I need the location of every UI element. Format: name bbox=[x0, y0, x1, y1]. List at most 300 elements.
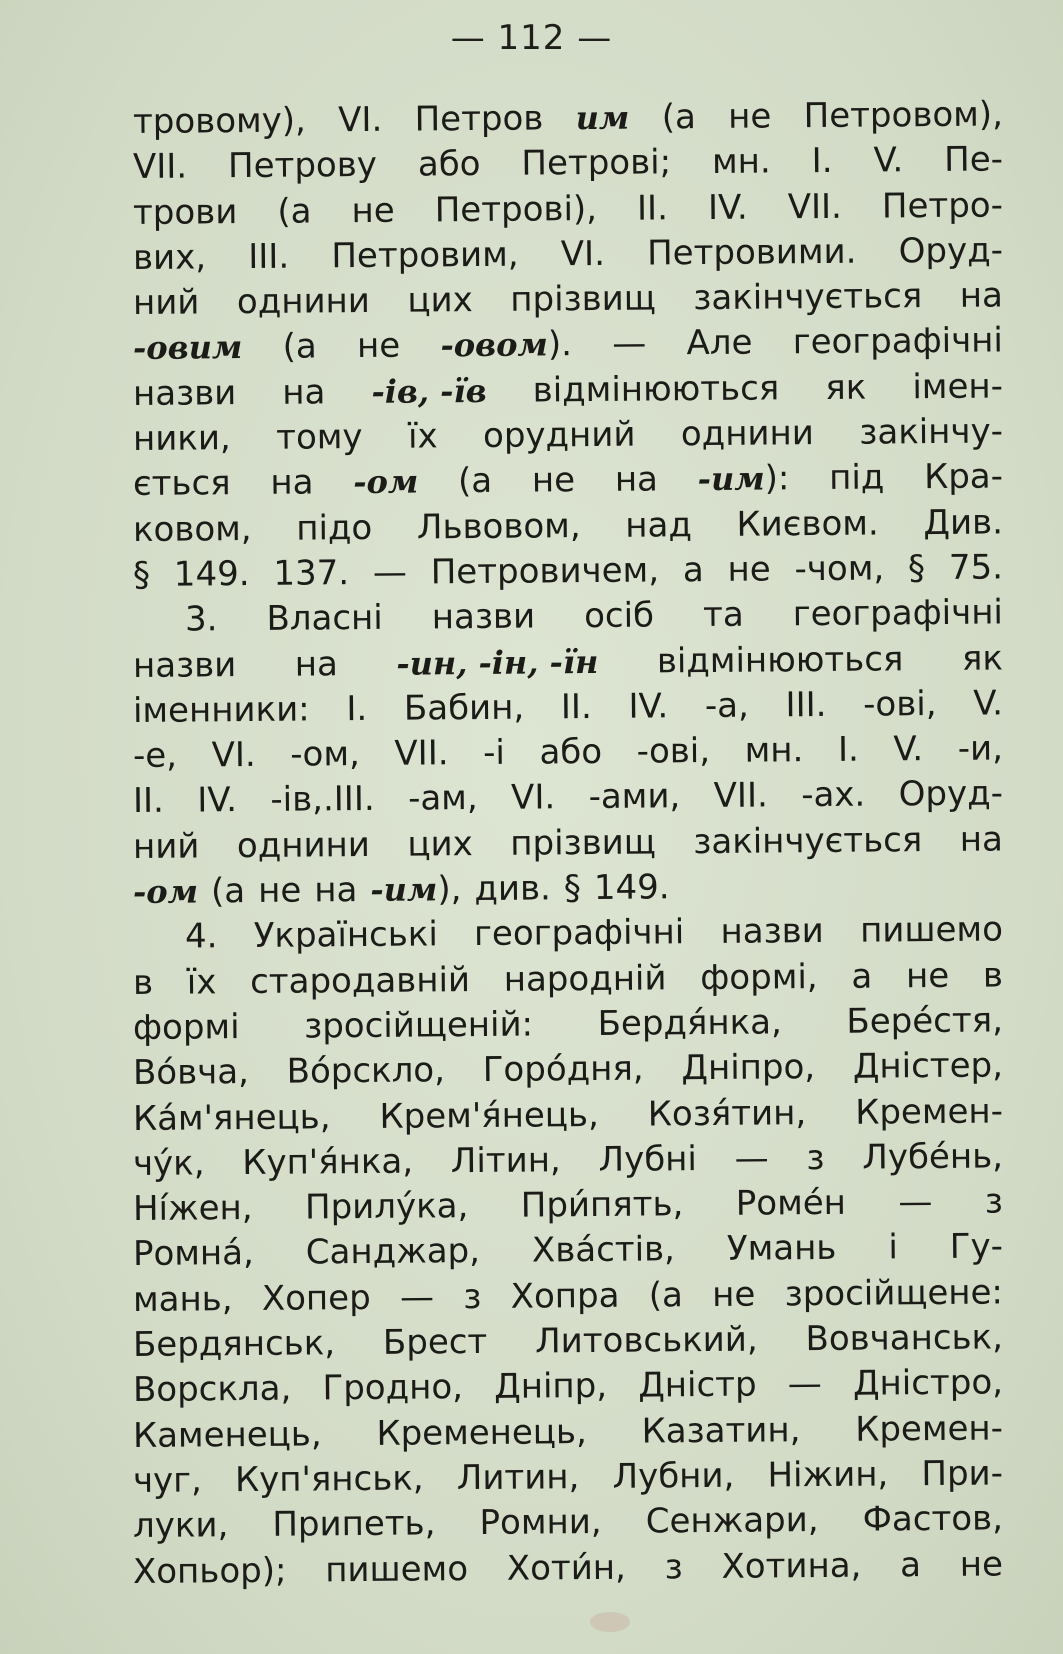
word bbox=[133, 462, 231, 508]
word-text: та bbox=[702, 594, 744, 636]
word-text: Петровим, bbox=[331, 234, 519, 277]
word bbox=[174, 552, 250, 598]
word-text: IV. bbox=[707, 187, 748, 228]
page-text-body bbox=[132, 94, 1004, 1595]
italic-ending: -овим bbox=[132, 328, 243, 368]
word-text: Хопер bbox=[261, 1277, 371, 1319]
word-text: II. bbox=[132, 781, 165, 822]
word bbox=[532, 1228, 675, 1275]
word-text: Див. bbox=[923, 502, 1004, 543]
word-text: мн. bbox=[744, 730, 804, 771]
word bbox=[898, 228, 1003, 274]
word bbox=[612, 322, 646, 368]
word-text: 4. bbox=[184, 916, 218, 957]
word bbox=[282, 325, 317, 371]
page-stain bbox=[590, 1612, 630, 1632]
text-line bbox=[133, 409, 1003, 462]
word bbox=[564, 866, 581, 911]
text-line bbox=[133, 1315, 1003, 1368]
word bbox=[404, 685, 525, 731]
word-text: Лубни, bbox=[612, 1455, 735, 1497]
word bbox=[906, 954, 950, 1000]
word bbox=[295, 642, 338, 688]
text-line bbox=[133, 228, 1003, 281]
word-text: -ам, bbox=[407, 778, 478, 820]
word-text: цих bbox=[407, 823, 473, 865]
word bbox=[681, 1045, 815, 1091]
word-text: однини bbox=[236, 824, 371, 866]
word-text: закінчується bbox=[693, 276, 923, 319]
word-text: Пе- bbox=[943, 139, 1004, 181]
word bbox=[133, 1095, 331, 1142]
word bbox=[371, 369, 487, 415]
word bbox=[641, 1408, 800, 1455]
word bbox=[862, 1497, 1003, 1544]
word-text: Козя́тин, bbox=[647, 1092, 807, 1135]
text-line bbox=[133, 138, 1003, 191]
word-text: -ові, bbox=[863, 683, 937, 725]
word bbox=[133, 1141, 205, 1187]
word bbox=[859, 409, 1003, 456]
word-text: I. bbox=[811, 141, 833, 182]
word bbox=[846, 998, 1003, 1045]
text-line bbox=[133, 953, 1003, 1006]
word bbox=[286, 1049, 445, 1096]
word-text: V. bbox=[973, 683, 1004, 724]
text-line bbox=[133, 1225, 1003, 1278]
word bbox=[451, 1138, 561, 1184]
word bbox=[825, 365, 866, 411]
word-text: Сенжари, bbox=[645, 1500, 819, 1542]
word bbox=[727, 547, 771, 593]
word bbox=[900, 1543, 921, 1588]
word bbox=[637, 186, 668, 232]
word bbox=[474, 866, 551, 912]
word-text: -ах. bbox=[801, 775, 866, 816]
word bbox=[794, 546, 884, 592]
word-text: відмінюються bbox=[532, 368, 780, 411]
word bbox=[898, 1180, 932, 1226]
word-text: Крем'я́нець, bbox=[379, 1094, 599, 1137]
word-text: (а bbox=[210, 871, 246, 912]
word-text: Вовчанськ, bbox=[805, 1317, 1004, 1360]
word bbox=[133, 371, 237, 417]
word-text: Петро- bbox=[881, 185, 1004, 227]
word-text: народній bbox=[503, 957, 667, 1000]
word-text: формі, bbox=[700, 956, 818, 998]
word-text: — bbox=[612, 324, 647, 365]
word bbox=[314, 868, 357, 914]
word-text: -ові, bbox=[636, 731, 711, 772]
word-text: закінчується bbox=[693, 819, 923, 862]
word-text: формі bbox=[132, 1007, 240, 1048]
word-text: Кремен- bbox=[855, 1408, 1004, 1450]
word-text: Куп'я́нка, bbox=[242, 1141, 414, 1183]
word bbox=[353, 460, 418, 506]
word bbox=[612, 1454, 734, 1500]
text-line bbox=[133, 908, 1003, 961]
word-text: не bbox=[531, 460, 576, 501]
word bbox=[370, 867, 461, 913]
word bbox=[306, 1229, 481, 1276]
word bbox=[418, 142, 481, 188]
word bbox=[703, 593, 744, 639]
word bbox=[873, 139, 903, 185]
text-line bbox=[133, 455, 1003, 508]
word-text: Умань bbox=[726, 1228, 837, 1270]
word bbox=[133, 326, 243, 372]
word bbox=[646, 1498, 819, 1545]
word bbox=[394, 731, 449, 777]
word bbox=[597, 1000, 782, 1047]
word-text: зросійщене: bbox=[784, 1272, 1004, 1315]
word bbox=[211, 733, 255, 779]
word bbox=[950, 1225, 1004, 1271]
word bbox=[277, 189, 312, 235]
word bbox=[588, 775, 680, 821]
word-text: Бердя́нка, bbox=[597, 1002, 783, 1044]
word bbox=[664, 1545, 682, 1590]
word-text: — bbox=[399, 1277, 435, 1318]
word-text: Брест bbox=[382, 1321, 488, 1363]
word-text: III. bbox=[785, 684, 827, 726]
word bbox=[133, 1412, 322, 1459]
word-text: з bbox=[806, 1137, 825, 1178]
word-text: закінчу- bbox=[859, 411, 1004, 453]
word-text: Ніжин, bbox=[767, 1454, 889, 1496]
word bbox=[853, 1361, 1003, 1408]
word-text: ється bbox=[132, 463, 231, 505]
word bbox=[133, 1231, 254, 1277]
text-line bbox=[133, 1089, 1003, 1142]
word bbox=[338, 98, 382, 144]
word-text: Хоти́н, bbox=[506, 1547, 627, 1589]
word bbox=[248, 235, 289, 281]
word bbox=[304, 1002, 533, 1049]
word bbox=[533, 366, 780, 413]
word bbox=[396, 640, 598, 687]
word bbox=[133, 1186, 253, 1232]
word bbox=[483, 731, 505, 776]
word bbox=[923, 500, 1003, 546]
word bbox=[296, 506, 372, 552]
word bbox=[133, 553, 150, 598]
word-text: VII. bbox=[787, 186, 843, 227]
word-text: Гродно, bbox=[322, 1367, 464, 1409]
word bbox=[598, 1137, 697, 1183]
word-text: Ворскла, bbox=[132, 1368, 292, 1411]
word bbox=[899, 772, 1004, 818]
word-text: § bbox=[132, 554, 151, 595]
word bbox=[962, 636, 1003, 682]
word bbox=[649, 1273, 684, 1319]
text-line bbox=[133, 591, 1003, 644]
word bbox=[479, 1500, 601, 1546]
word-text: -ами, bbox=[588, 776, 681, 818]
word bbox=[435, 187, 598, 234]
word-text: не bbox=[257, 870, 302, 911]
text-line bbox=[133, 1542, 1003, 1595]
word bbox=[510, 820, 656, 867]
word-text: під bbox=[828, 457, 885, 499]
word-text: ): bbox=[764, 458, 790, 499]
word bbox=[960, 1542, 1004, 1588]
word-text: Ромна́, bbox=[132, 1233, 254, 1275]
word-text: 3. bbox=[184, 599, 218, 640]
word bbox=[712, 140, 771, 186]
word bbox=[133, 1367, 292, 1414]
word-text: Лубні bbox=[598, 1138, 698, 1180]
word-text: і bbox=[888, 1227, 898, 1268]
word-text: -чом, bbox=[794, 548, 885, 590]
word bbox=[133, 1458, 202, 1504]
word bbox=[185, 598, 218, 644]
word bbox=[431, 548, 660, 595]
word bbox=[262, 1276, 371, 1322]
word bbox=[407, 278, 473, 324]
word bbox=[133, 416, 231, 462]
word-text: Петровими. bbox=[646, 231, 857, 274]
word bbox=[228, 143, 377, 190]
word-text: або bbox=[417, 144, 481, 185]
word bbox=[829, 456, 885, 502]
word bbox=[457, 1455, 580, 1501]
word-text: (а bbox=[661, 97, 697, 138]
word-text: -и, bbox=[957, 728, 1004, 769]
word-text: ний bbox=[132, 282, 200, 324]
word-text: не bbox=[351, 190, 395, 231]
word-text: При́пять, bbox=[520, 1184, 684, 1226]
word-text: Хва́стів, bbox=[531, 1229, 676, 1271]
word-text: Але bbox=[686, 323, 753, 364]
word bbox=[276, 415, 363, 461]
word-text: див. bbox=[474, 868, 552, 910]
word-text: Власні bbox=[266, 598, 383, 640]
text-line bbox=[133, 772, 1003, 825]
word-text: їх bbox=[407, 416, 438, 457]
word bbox=[958, 727, 1004, 773]
word-text: — bbox=[372, 552, 408, 593]
word bbox=[693, 818, 922, 865]
word-text: Петров bbox=[414, 98, 544, 140]
word bbox=[417, 504, 581, 551]
word-text: тому bbox=[276, 417, 363, 458]
word-text: (а bbox=[648, 1274, 684, 1316]
word-text: I. bbox=[346, 688, 368, 729]
word-text: Львовом, bbox=[416, 505, 581, 548]
word bbox=[736, 1181, 847, 1227]
italic-ending: -ин, -ін, -їн bbox=[396, 642, 599, 683]
word-text: III. bbox=[248, 236, 290, 277]
italic-ending: -им bbox=[697, 459, 765, 499]
word bbox=[133, 235, 206, 281]
word bbox=[305, 1184, 469, 1231]
word bbox=[713, 774, 768, 820]
word bbox=[351, 188, 395, 234]
word bbox=[346, 687, 367, 732]
word bbox=[708, 185, 748, 231]
word bbox=[133, 824, 200, 870]
word-text: географічні bbox=[792, 592, 1004, 635]
word bbox=[949, 545, 1003, 591]
word-text: VI. bbox=[211, 735, 256, 776]
word-text: з bbox=[463, 1276, 482, 1317]
italic-ending: -ів, -їв bbox=[371, 371, 487, 411]
word-text: відмінюються bbox=[656, 638, 904, 681]
word bbox=[133, 643, 237, 689]
word-text: не bbox=[959, 1543, 1004, 1585]
word bbox=[400, 1275, 434, 1321]
word-text: ники, bbox=[132, 418, 231, 460]
word-text: -а, bbox=[704, 685, 750, 726]
word-text: над bbox=[625, 504, 693, 546]
word-text: -е, bbox=[132, 735, 178, 777]
word-text: не bbox=[728, 96, 772, 137]
text-line bbox=[133, 1134, 1003, 1187]
word bbox=[133, 779, 164, 825]
word bbox=[697, 457, 789, 503]
word bbox=[322, 1365, 463, 1412]
word-text: не bbox=[712, 1274, 756, 1315]
word bbox=[211, 869, 246, 915]
word bbox=[805, 1315, 1003, 1362]
word-text: їх bbox=[186, 961, 217, 1003]
word-text: луки, bbox=[132, 1505, 229, 1547]
text-line bbox=[133, 817, 1003, 870]
word bbox=[331, 233, 519, 280]
page-number: — 112 — bbox=[450, 18, 613, 58]
word-text: Петрові), bbox=[434, 188, 598, 230]
word-text: прізвищ bbox=[510, 278, 656, 320]
word bbox=[133, 1321, 335, 1368]
word-text: Припеть, bbox=[272, 1503, 436, 1545]
text-line bbox=[133, 1406, 1003, 1459]
word bbox=[133, 734, 177, 780]
word-text: вих, bbox=[132, 237, 207, 278]
word bbox=[483, 413, 636, 460]
word bbox=[133, 190, 238, 236]
word-text: Дніпро, bbox=[681, 1047, 816, 1089]
word-text: Кременець, bbox=[376, 1411, 587, 1454]
word bbox=[440, 323, 572, 369]
word bbox=[373, 551, 407, 597]
word-text: в bbox=[982, 955, 1004, 996]
word bbox=[376, 1410, 587, 1457]
word bbox=[812, 139, 833, 184]
word-text: іменники: bbox=[132, 689, 310, 731]
word bbox=[924, 455, 1003, 501]
word bbox=[270, 777, 375, 823]
word-text: § bbox=[563, 868, 582, 909]
word-text: 149. bbox=[593, 867, 670, 909]
word-text: не bbox=[905, 955, 950, 996]
italic-ending: им bbox=[575, 98, 630, 138]
word bbox=[282, 370, 325, 416]
text-line bbox=[133, 183, 1003, 236]
word bbox=[532, 459, 576, 505]
word bbox=[736, 501, 879, 548]
word bbox=[414, 96, 543, 142]
word-text: Ромни, bbox=[479, 1502, 602, 1544]
word-text: Хопьор); bbox=[132, 1550, 287, 1592]
word bbox=[185, 915, 218, 961]
word bbox=[357, 324, 401, 370]
word-text: а bbox=[851, 956, 873, 997]
word bbox=[273, 551, 349, 597]
word-text: При- bbox=[921, 1453, 1004, 1495]
word bbox=[561, 232, 605, 278]
word bbox=[133, 507, 252, 553]
word-text: з bbox=[984, 1181, 1004, 1222]
word bbox=[463, 1275, 481, 1320]
word bbox=[985, 1180, 1003, 1225]
word bbox=[432, 595, 536, 641]
word-text: § bbox=[907, 548, 926, 589]
word-text: географічні bbox=[473, 912, 685, 955]
word bbox=[860, 908, 1003, 955]
text-line bbox=[133, 545, 1003, 598]
italic-ending: -ом bbox=[132, 872, 199, 912]
word bbox=[483, 1047, 644, 1094]
word bbox=[187, 960, 217, 1006]
word bbox=[133, 281, 200, 327]
word-text: на bbox=[614, 459, 659, 501]
word-text: Бердянськ, bbox=[132, 1323, 336, 1366]
word-text: на bbox=[959, 275, 1004, 316]
word bbox=[407, 822, 473, 868]
word bbox=[133, 960, 153, 1005]
word bbox=[693, 274, 922, 321]
word-text: Гу- bbox=[949, 1226, 1004, 1268]
word-text: 137. bbox=[273, 553, 350, 594]
word-text: ). bbox=[547, 324, 573, 365]
word-text: VII. bbox=[713, 775, 768, 817]
word-text: Бабин, bbox=[403, 687, 525, 729]
word-text: Дністер, bbox=[852, 1045, 1004, 1087]
word-text: (а bbox=[457, 461, 493, 502]
word bbox=[921, 1451, 1003, 1497]
word bbox=[133, 687, 310, 734]
word bbox=[250, 958, 470, 1005]
word-text: на bbox=[270, 462, 314, 504]
word-text: Кра- bbox=[923, 456, 1004, 498]
word bbox=[266, 596, 383, 642]
word bbox=[882, 183, 1003, 229]
word-text: Казатин, bbox=[641, 1409, 801, 1452]
word bbox=[712, 1272, 756, 1318]
word-text: VI. bbox=[510, 777, 556, 819]
word bbox=[657, 637, 904, 684]
word bbox=[855, 1089, 1003, 1136]
word-text: 75. bbox=[948, 547, 1004, 588]
word bbox=[521, 141, 671, 188]
word bbox=[908, 546, 925, 591]
word-text: Хопра bbox=[510, 1275, 620, 1317]
word-text: 149. bbox=[173, 553, 250, 595]
word bbox=[638, 1363, 757, 1409]
word bbox=[379, 1092, 599, 1139]
word bbox=[803, 92, 1003, 139]
word-text: Куп'янськ, bbox=[234, 1458, 424, 1501]
word-text: імен- bbox=[912, 366, 1004, 407]
word bbox=[576, 96, 630, 142]
word bbox=[767, 1452, 888, 1498]
word-text: Петровом), bbox=[803, 94, 1004, 137]
word bbox=[584, 594, 654, 640]
word bbox=[862, 1134, 1003, 1181]
word bbox=[960, 274, 1003, 320]
word-text: (а bbox=[282, 326, 317, 368]
